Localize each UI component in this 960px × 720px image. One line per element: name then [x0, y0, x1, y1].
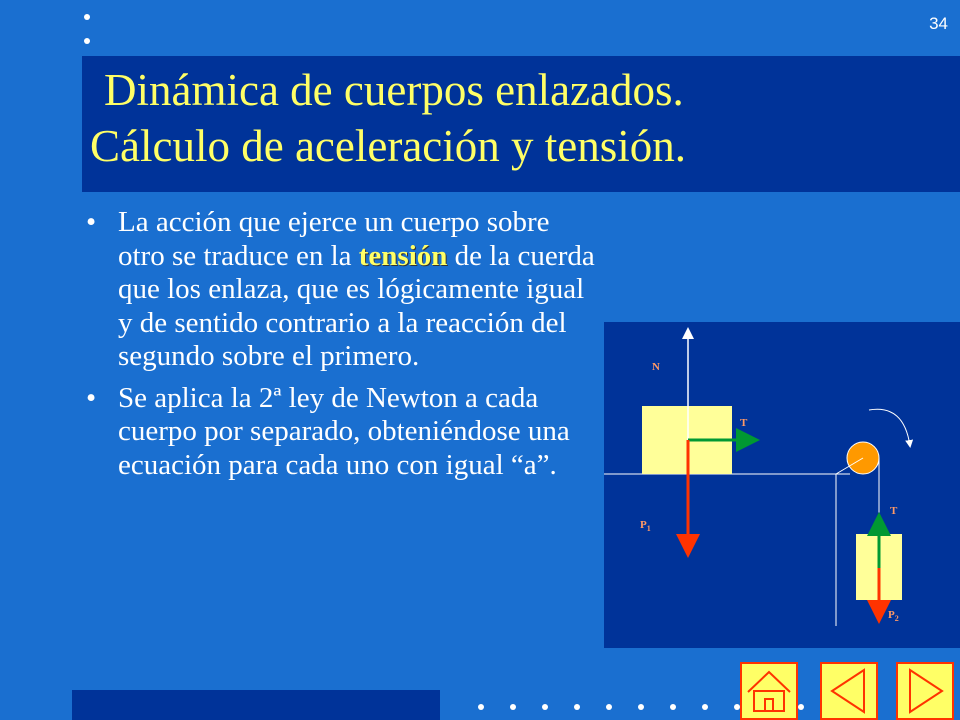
bullet-item-newton — [86, 382, 598, 483]
weight-label-2: $P_2$ — [888, 609, 899, 623]
bullet-text: La acción que ejerce un cuerpo sobre otro se traduce en la — [118, 206, 550, 272]
next-button[interactable] — [896, 662, 954, 720]
rotation-arrow — [869, 409, 910, 446]
pulley-diagram — [604, 322, 960, 648]
weight-label-1: $P_1$ — [640, 519, 651, 533]
slide-number: 34 — [929, 14, 948, 33]
slide-title-line-2: Cálculo de aceleración y tensión. — [90, 121, 687, 171]
home-button[interactable] — [740, 662, 798, 720]
slide-title — [90, 62, 950, 174]
bullet-item-tension — [86, 206, 598, 374]
bottom-band — [72, 690, 440, 720]
bullet-text: Se aplica la 2ª ley de Newton a cada cuerpo por separado, obteniéndose una ecuación para cada uno con igual “a”. — [118, 381, 570, 481]
home-icon — [742, 664, 796, 718]
previous-button[interactable] — [820, 662, 878, 720]
highlight-tension: tensión — [358, 239, 448, 272]
normal-label: N — [652, 361, 660, 373]
slide-title-line-1: Dinámica de cuerpos enlazados. — [104, 65, 684, 115]
triangle-right-icon — [898, 664, 952, 718]
bullet-text: de la cuerda que los enlaza, que es lógicamente igual y de sentido contrario a la reacción del segundo sobre el primero. — [118, 239, 595, 372]
triangle-left-icon — [822, 664, 876, 718]
tension-label-2: T — [890, 505, 898, 517]
bullet-list — [86, 206, 598, 490]
tension-label-1: T — [740, 417, 748, 429]
